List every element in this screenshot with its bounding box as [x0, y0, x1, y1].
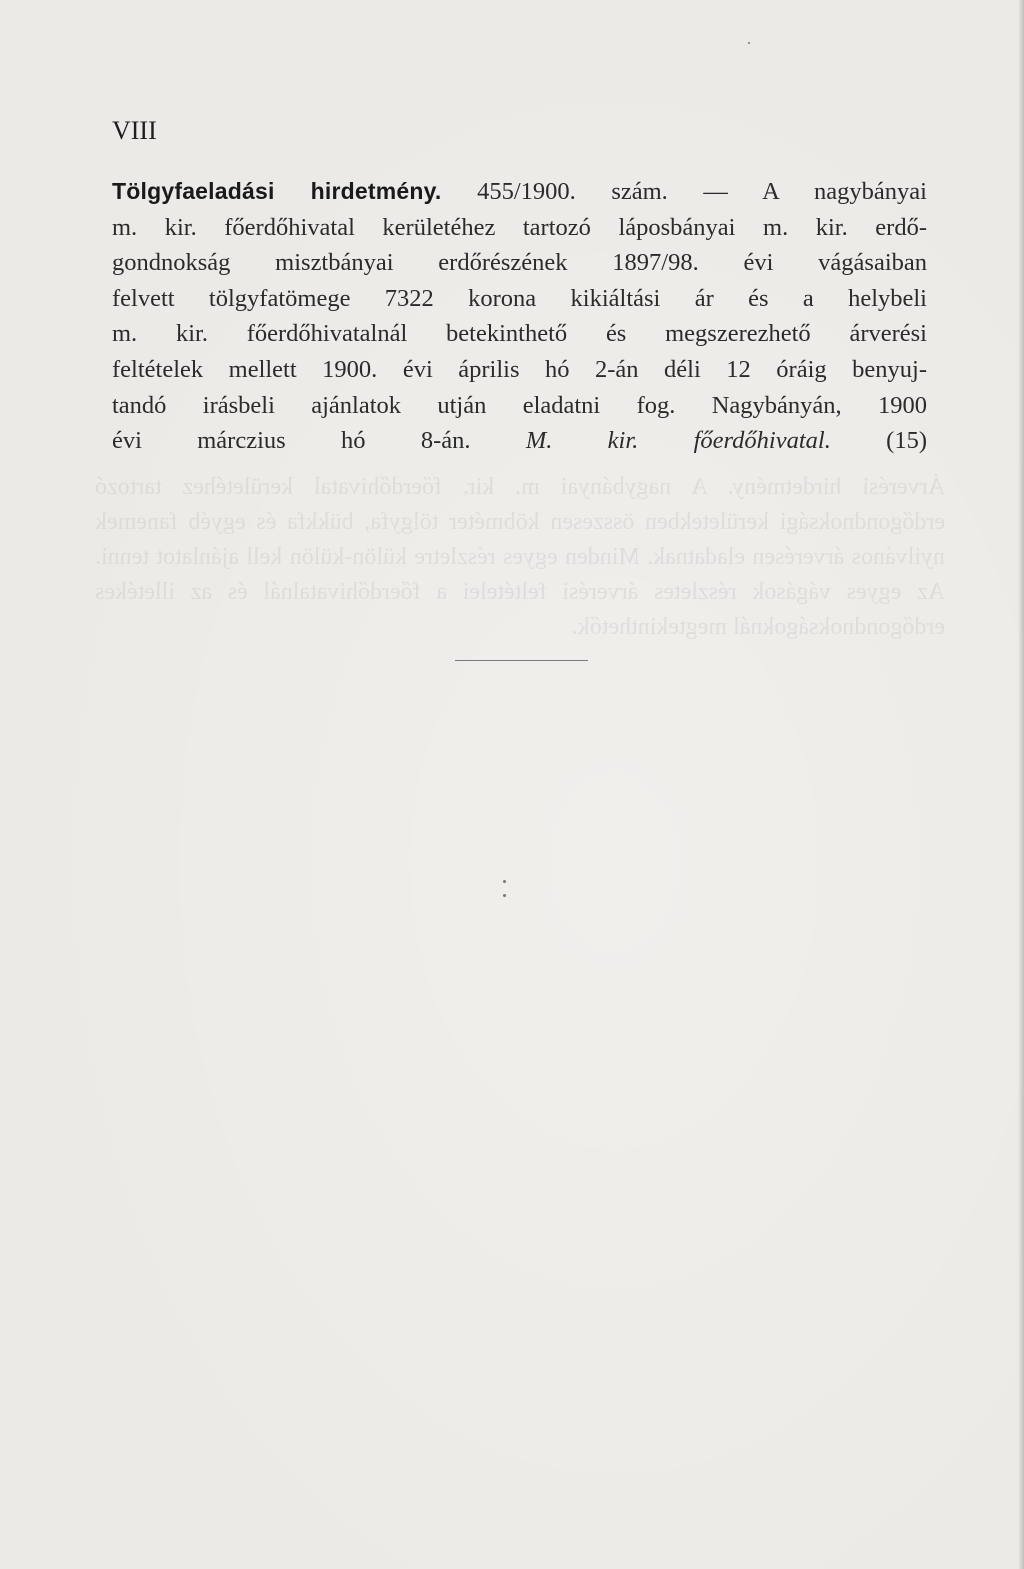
print-speck: [503, 880, 506, 883]
notice-text-1: 455/1900. szám. — A nagybányai: [477, 178, 927, 205]
notice-line-7: tandó irásbeli ajánlatok utján eladatni fog. Nagybányán, 1900: [112, 391, 927, 419]
notice-reference: (15): [886, 427, 927, 455]
notice-line-2: m. kir. főerdőhivatal kerületéhez tartozó láposbányai m. kir. erdő-: [112, 213, 927, 241]
print-speck: [748, 42, 750, 44]
page-number: VIII: [112, 116, 157, 145]
notice-signature: M. kir. főerdőhivatal.: [525, 427, 831, 455]
reverse-side-bleed-through: Árverési hirdetmény. A nagybányai m. kir. főerdőhivatal kerületéhez tartozó erdőgondnoksági kerületekben összesen köbméter tölgyfa, bükkfa és egyéb fanemek nyilvános árverésen eladatnak. Minden egyes részletre külön-külön kell ajánlatot tenni. Az egyes vágások részletes árverési feltételei a főerdőhivatalnál és az illetékes erdőgondnokságoknál megtekinthetők.: [95, 474, 945, 640]
notice-line-3: gondnokság misztbányai erdőrészének 1897/98. évi vágásaiban: [112, 249, 927, 277]
page-edge-shadow: [1018, 0, 1024, 1569]
notice-line-1: [112, 174, 927, 210]
notice-paragraph: [112, 174, 927, 459]
notice-line-6: feltételek mellett 1900. évi április hó 2-án déli 12 óráig benyuj-: [112, 355, 927, 383]
section-divider: [455, 660, 588, 661]
notice-line-5: m. kir. főerdőhivatalnál betekinthető és megszerezhető árverési: [112, 320, 927, 348]
notice-line-8: [112, 423, 927, 459]
notice-title: Tölgyfaeladási hirdetmény.: [112, 178, 442, 204]
print-speck: [503, 894, 506, 897]
notice-text-8: évi márczius hó 8-án.: [112, 427, 471, 455]
notice-line-4: felvett tölgyfatömege 7322 korona kikiáltási ár és a helybeli: [112, 284, 927, 312]
